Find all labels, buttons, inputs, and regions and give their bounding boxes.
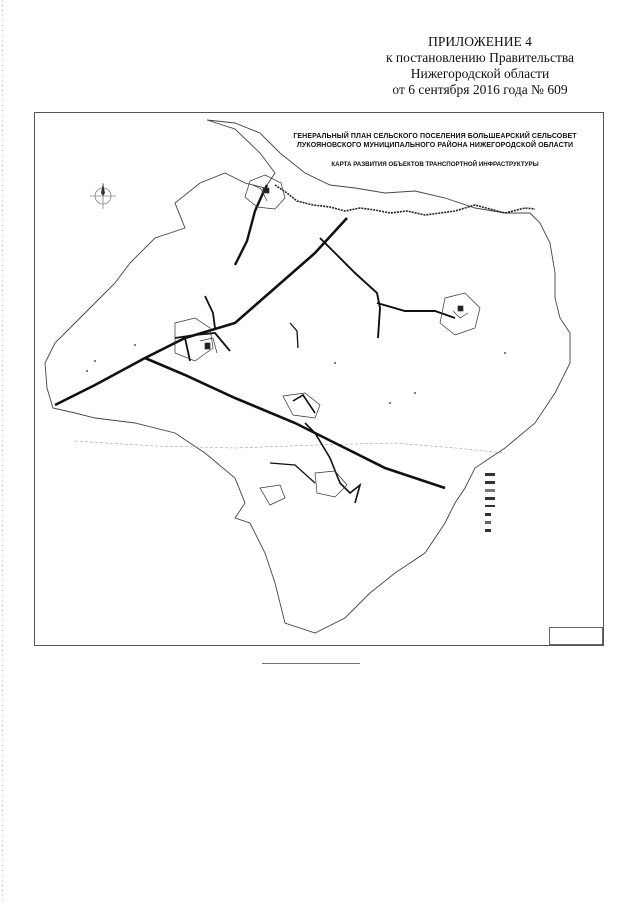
map-frame [34, 112, 604, 646]
map-scatter-features [86, 344, 506, 404]
appendix-header [360, 34, 600, 98]
legend-row [485, 505, 595, 509]
map-title-line-1: ГЕНЕРАЛЬНЫЙ ПЛАН СЕЛЬСКОГО ПОСЕЛЕНИЯ БОЛЬШЕАРСКИЙ СЕЛЬСОВЕТ [293, 133, 577, 140]
legend-swatch [485, 489, 495, 492]
map-title-stamp [549, 627, 603, 645]
bottom-rule [262, 663, 360, 664]
legend-swatch [485, 497, 495, 500]
main-road-southeast [145, 358, 445, 488]
legend-row [485, 521, 595, 525]
legend-row [485, 513, 595, 517]
legend-swatch [485, 521, 491, 524]
settlement-south-center [260, 393, 347, 505]
appendix-line-2: к постановлению Правительства [385, 50, 575, 65]
appendix-line-1: ПРИЛОЖЕНИЕ 4 [428, 34, 532, 49]
legend-swatch [485, 481, 495, 484]
legend-row [485, 529, 595, 533]
legend-row [485, 473, 595, 477]
legend-row [485, 497, 595, 501]
map-canvas [35, 113, 603, 645]
road-north-spur [235, 185, 267, 265]
compass-rose-icon [90, 183, 116, 209]
page-edge-dots [2, 0, 3, 905]
appendix-line-3: Нижегородской области [410, 66, 550, 81]
territory-boundary [45, 120, 570, 633]
internal-dashed-line [75, 441, 505, 453]
map-title-line-2: ЛУКОЯНОВСКОГО МУНИЦИПАЛЬНОГО РАЙОНА НИЖЕГОРОДСКОЙ ОБЛАСТИ [296, 142, 574, 149]
legend-swatch [485, 473, 495, 476]
settlement-north [245, 175, 285, 209]
legend-row [485, 489, 595, 493]
appendix-line-4: от 6 сентября 2016 года № 609 [392, 82, 568, 97]
legend-swatch [485, 513, 491, 516]
map-legend [485, 473, 595, 553]
main-road-west-east [55, 218, 347, 405]
legend-row [485, 481, 595, 485]
legend-swatch [485, 505, 495, 507]
map-subtitle: КАРТА РАЗВИТИЯ ОБЪЕКТОВ ТРАНСПОРТНОЙ ИНФРАСТРУКТУРЫ [331, 161, 539, 168]
road-center-loop [175, 296, 230, 361]
road-south-branch [293, 395, 360, 503]
river-line [275, 185, 535, 215]
legend-swatch [485, 529, 491, 532]
road-east-branch [320, 238, 455, 338]
